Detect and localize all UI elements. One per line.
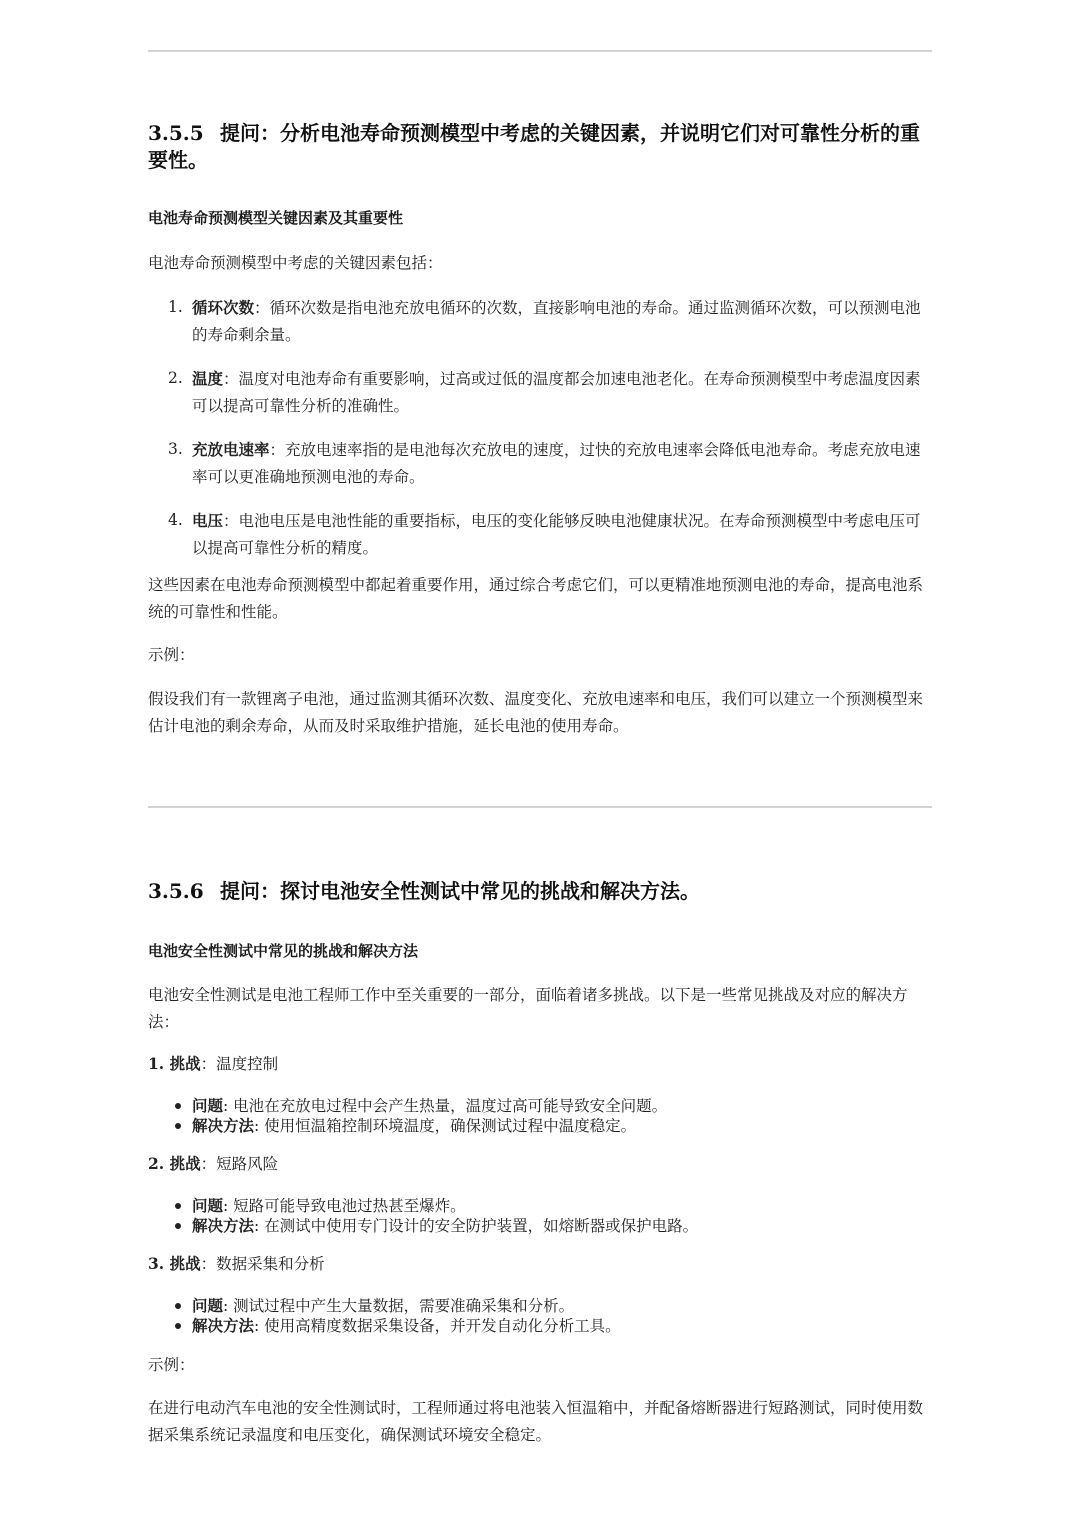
- problem-text: : 电池在充放电过程中会产生热量，温度过高可能导致安全问题。: [223, 1097, 668, 1115]
- challenge-3-heading: [148, 1253, 932, 1275]
- solution-label: 解决方法: [192, 1116, 255, 1135]
- factor-term: 充放电速率: [192, 440, 270, 459]
- challenge-name: ：短路风险: [200, 1155, 279, 1173]
- example-text: 假设我们有一款锂离子电池，通过监测其循环次数、温度变化、充放电速率和电压，我们可以建立一个预测模型来估计电池的剩余寿命，从而及时采取维护措施，延长电池的使用寿命。: [148, 690, 924, 735]
- section-title: 提问：分析电池寿命预测模型中考虑的关键因素，并说明它们对可靠性分析的重要性。: [148, 121, 920, 172]
- section-3-5-5-example: [148, 686, 932, 740]
- list-index: 3.: [168, 440, 183, 458]
- section-3-5-6-intro: [148, 982, 932, 1036]
- list-item: 3. 充放电速率：充放电速率指的是电池每次充放电的速度，过快的充放电速率会降低电池寿命。考虑充放电速率可以更准确地预测电池的寿命。: [148, 436, 932, 491]
- subtitle: 电池寿命预测模型关键因素及其重要性: [148, 209, 404, 227]
- bullet-icon: [175, 1123, 181, 1129]
- list-index: 1.: [168, 298, 183, 316]
- list-item: [148, 1196, 932, 1216]
- challenge-name: ：数据采集和分析: [200, 1255, 325, 1273]
- summary-text: 这些因素在电池寿命预测模型中都起着重要作用，通过综合考虑它们，可以更精准地预测电池的寿命，提高电池系统的可靠性和性能。: [148, 576, 924, 621]
- section-3-5-6-example-label: [148, 1352, 932, 1379]
- section-number: 3.5.6: [148, 879, 204, 903]
- problem-text: : 短路可能导致电池过热甚至爆炸。: [223, 1197, 466, 1215]
- list-item: [148, 1316, 932, 1336]
- section-number: 3.5.5: [148, 121, 204, 145]
- list-index: 2.: [168, 369, 183, 387]
- list-item: [148, 1216, 932, 1236]
- bullet-icon: [175, 1323, 181, 1329]
- list-item: 4. 电压：电池电压是电池性能的重要指标，电压的变化能够反映电池健康状况。在寿命预测模型中考虑电压可以提高可靠性分析的精度。: [148, 507, 932, 562]
- section-3-5-5-summary: [148, 572, 932, 626]
- factor-text: 温度对电池寿命有重要影响，过高或过低的温度都会加速电池老化。在寿命预测模型中考虑温度因素可以提高可靠性分析的准确性。: [192, 370, 921, 415]
- example-text: 在进行电动汽车电池的安全性测试时，工程师通过将电池装入恒温箱中，并配备熔断器进行短路测试，同时使用数据采集系统记录温度和电压变化，确保测试环境安全稳定。: [148, 1399, 924, 1444]
- factor-term: 循环次数: [192, 298, 255, 317]
- list-item: [148, 1116, 932, 1136]
- solution-label: 解决方法: [192, 1216, 255, 1235]
- intro-text: 电池寿命预测模型中考虑的关键因素包括：: [148, 254, 443, 272]
- problem-label: 问题: [192, 1296, 224, 1315]
- factor-text: 电池电压是电池性能的重要指标，电压的变化能够反映电池健康状况。在寿命预测模型中考虑电压可以提高可靠性分析的精度。: [192, 512, 921, 557]
- solution-text: : 使用恒温箱控制环境温度，确保测试过程中温度稳定。: [254, 1117, 637, 1135]
- solution-label: 解决方法: [192, 1316, 255, 1335]
- bullet-icon: [175, 1103, 181, 1109]
- solution-text: : 使用高精度数据采集设备，并开发自动化分析工具。: [254, 1317, 621, 1335]
- problem-label: 问题: [192, 1196, 224, 1215]
- challenge-2-heading: [148, 1153, 932, 1175]
- bullet-icon: [175, 1303, 181, 1309]
- example-label: 示例：: [148, 646, 195, 664]
- factor-text: 循环次数是指电池充放电循环的次数，直接影响电池的寿命。通过监测循环次数，可以预测电池的寿命剩余量。: [192, 299, 921, 344]
- bullet-icon: [175, 1203, 181, 1209]
- challenge-3-list: [148, 1296, 932, 1336]
- section-3-5-5-heading: [148, 120, 932, 174]
- challenge-label: 3. 挑战: [148, 1254, 201, 1273]
- example-label: 示例：: [148, 1356, 195, 1374]
- factor-list: [148, 294, 932, 562]
- subtitle: 电池安全性测试中常见的挑战和解决方法: [148, 942, 419, 960]
- section-3-5-5-intro: [148, 250, 932, 277]
- challenge-name: ：温度控制: [200, 1055, 279, 1073]
- list-item: 1. 循环次数：循环次数是指电池充放电循环的次数，直接影响电池的寿命。通过监测循环次数，可以预测电池的寿命剩余量。: [148, 294, 932, 349]
- problem-label: 问题: [192, 1096, 224, 1115]
- challenge-1-heading: [148, 1053, 932, 1075]
- top-divider: [148, 50, 932, 52]
- challenge-1-list: [148, 1096, 932, 1136]
- section-3-5-6-heading: [148, 878, 932, 905]
- intro-text: 电池安全性测试是电池工程师工作中至关重要的一部分，面临着诸多挑战。以下是一些常见挑战及对应的解决方法：: [148, 986, 908, 1031]
- section-3-5-5-subtitle: [148, 207, 932, 229]
- factor-text: 充放电速率指的是电池每次充放电的速度，过快的充放电速率会降低电池寿命。考虑充放电速率可以更准确地预测电池的寿命。: [192, 441, 921, 486]
- challenge-label: 1. 挑战: [148, 1054, 201, 1073]
- list-index: 4.: [168, 511, 183, 529]
- section-3-5-6-subtitle: [148, 940, 932, 962]
- solution-text: : 在测试中使用专门设计的安全防护装置，如熔断器或保护电路。: [254, 1217, 699, 1235]
- list-item: 2. 温度：温度对电池寿命有重要影响，过高或过低的温度都会加速电池老化。在寿命预测模型中考虑温度因素可以提高可靠性分析的准确性。: [148, 365, 932, 420]
- section-3-5-5-example-label: [148, 642, 932, 669]
- list-item: [148, 1296, 932, 1316]
- problem-text: : 测试过程中产生大量数据，需要准确采集和分析。: [223, 1297, 575, 1315]
- section-3-5-6-example: [148, 1395, 932, 1449]
- bullet-icon: [175, 1223, 181, 1229]
- challenge-label: 2. 挑战: [148, 1154, 201, 1173]
- factor-term: 电压: [192, 511, 224, 530]
- middle-divider: [148, 806, 932, 808]
- section-title: 提问：探讨电池安全性测试中常见的挑战和解决方法。: [220, 879, 700, 903]
- list-item: [148, 1096, 932, 1116]
- factor-term: 温度: [192, 369, 224, 388]
- challenge-2-list: [148, 1196, 932, 1236]
